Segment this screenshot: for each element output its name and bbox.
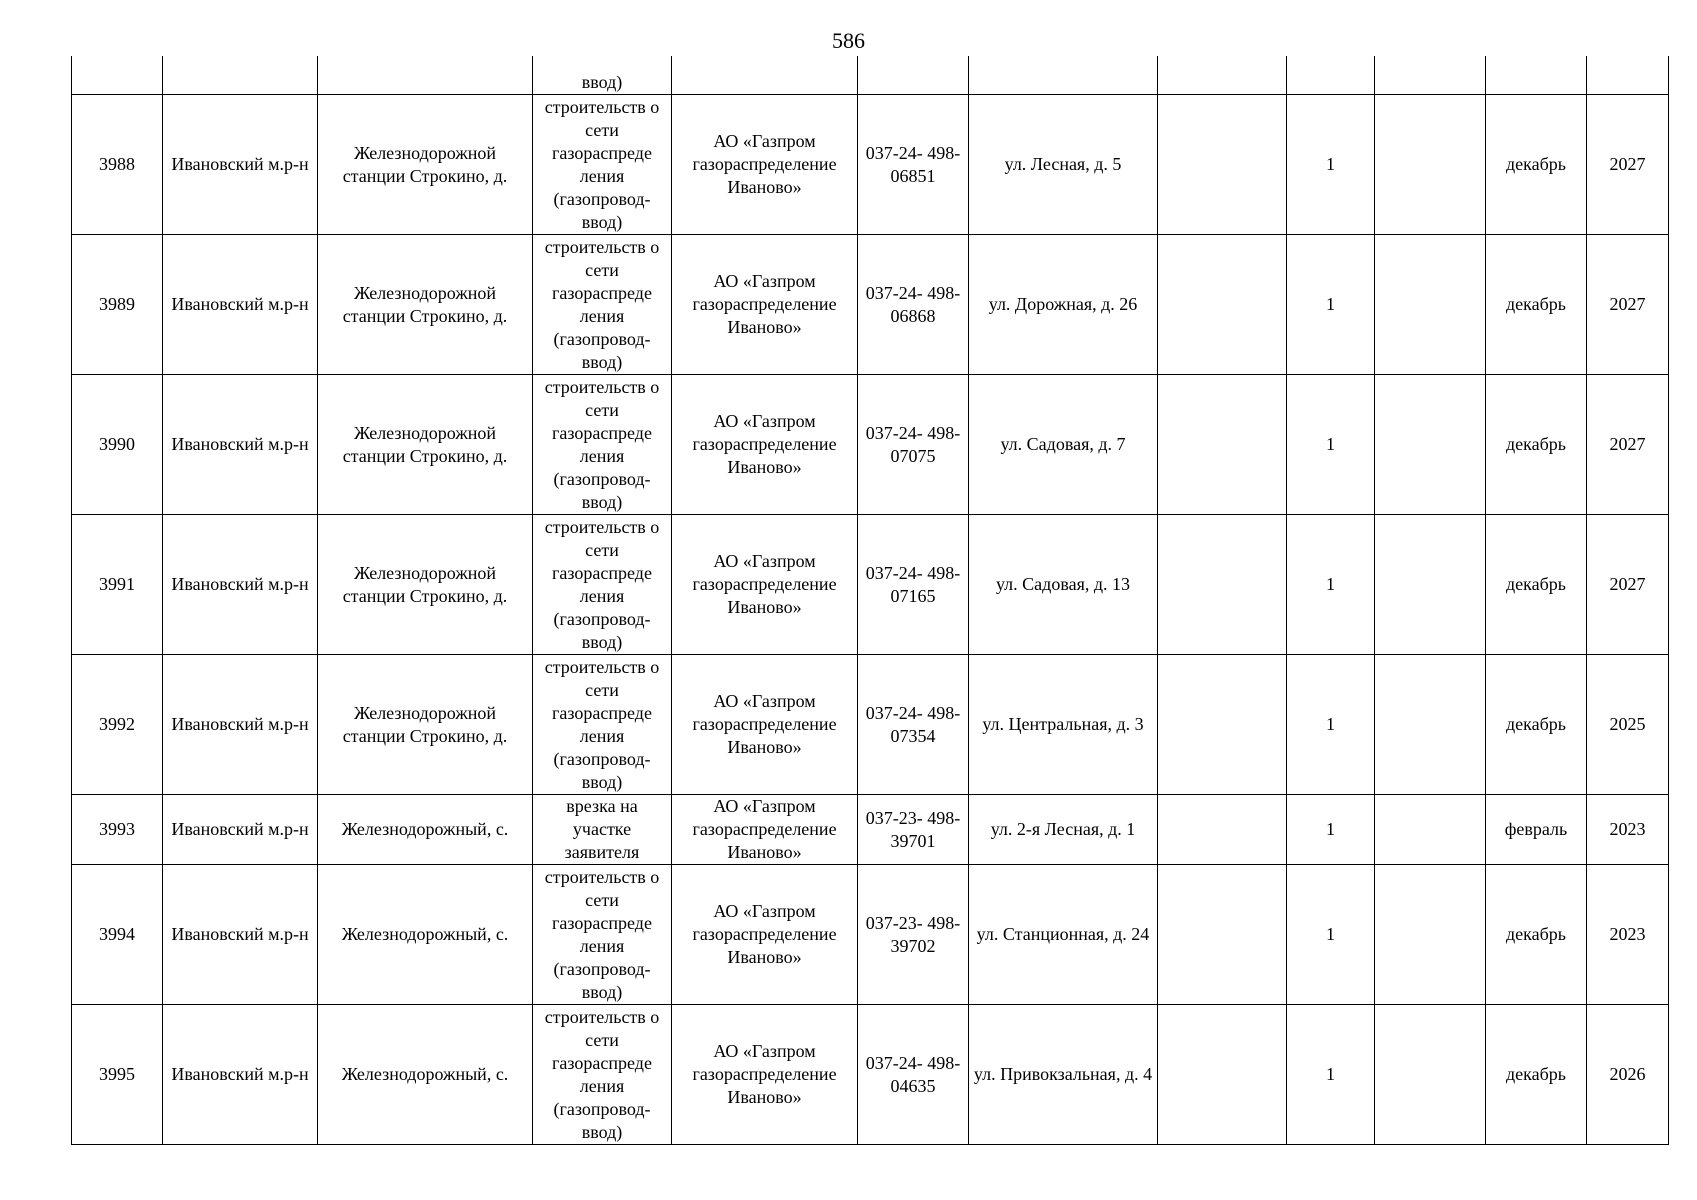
cell-address: ул. Центральная, д. 3 bbox=[969, 655, 1158, 795]
cell-year bbox=[1587, 56, 1669, 95]
cell-empty bbox=[1375, 1005, 1486, 1145]
cell-empty bbox=[1158, 375, 1287, 515]
cell-locality: Железнодорожный, с. bbox=[318, 795, 533, 865]
cell-empty bbox=[1375, 56, 1486, 95]
cell-work-type: строительств о сети газораспреде ления (газопровод- ввод) bbox=[533, 235, 672, 375]
cell-empty bbox=[1375, 375, 1486, 515]
cell-empty bbox=[1158, 1005, 1287, 1145]
cell-code: 037-24- 498-07075 bbox=[858, 375, 969, 515]
cell-work-type: ввод) bbox=[533, 56, 672, 95]
cell-empty bbox=[1158, 235, 1287, 375]
cell-code: 037-24- 498-06868 bbox=[858, 235, 969, 375]
gasification-table bbox=[71, 56, 1669, 1145]
cell-code: 037-23- 498-39702 bbox=[858, 865, 969, 1005]
cell-district bbox=[163, 56, 318, 95]
cell-district: Ивановский м.р-н bbox=[163, 95, 318, 235]
cell-district: Ивановский м.р-н bbox=[163, 865, 318, 1005]
cell-qty: 1 bbox=[1287, 375, 1375, 515]
cell-org: АО «Газпром газораспределение Иваново» bbox=[672, 865, 858, 1005]
cell-month: декабрь bbox=[1486, 865, 1587, 1005]
cell-address: ул. Привокзальная, д. 4 bbox=[969, 1005, 1158, 1145]
cell-work-type: строительств о сети газораспреде ления (газопровод- ввод) bbox=[533, 375, 672, 515]
cell-qty: 1 bbox=[1287, 95, 1375, 235]
table-row bbox=[72, 235, 1669, 375]
cell-district: Ивановский м.р-н bbox=[163, 655, 318, 795]
table-row bbox=[72, 375, 1669, 515]
cell-year: 2027 bbox=[1587, 95, 1669, 235]
cell-qty: 1 bbox=[1287, 655, 1375, 795]
cell-num bbox=[72, 56, 163, 95]
cell-org: АО «Газпром газораспределение Иваново» bbox=[672, 235, 858, 375]
cell-work-type: строительств о сети газораспреде ления (газопровод- ввод) bbox=[533, 515, 672, 655]
cell-year: 2023 bbox=[1587, 795, 1669, 865]
cell-empty bbox=[1375, 655, 1486, 795]
cell-month: декабрь bbox=[1486, 375, 1587, 515]
cell-empty bbox=[1375, 235, 1486, 375]
cell-year: 2026 bbox=[1587, 1005, 1669, 1145]
cell-code bbox=[858, 56, 969, 95]
cell-year: 2025 bbox=[1587, 655, 1669, 795]
cell-qty: 1 bbox=[1287, 235, 1375, 375]
cell-year: 2023 bbox=[1587, 865, 1669, 1005]
cell-org: АО «Газпром газораспределение Иваново» bbox=[672, 515, 858, 655]
cell-qty: 1 bbox=[1287, 795, 1375, 865]
cell-work-type: строительств о сети газораспреде ления (газопровод- ввод) bbox=[533, 865, 672, 1005]
cell-locality: Железнодорожной станции Строкино, д. bbox=[318, 655, 533, 795]
cell-district: Ивановский м.р-н bbox=[163, 235, 318, 375]
cell-month: февраль bbox=[1486, 795, 1587, 865]
cell-org bbox=[672, 56, 858, 95]
page-number: 586 bbox=[832, 28, 865, 53]
cell-code: 037-24- 498-04635 bbox=[858, 1005, 969, 1145]
cell-code: 037-24- 498-07354 bbox=[858, 655, 969, 795]
cell-code: 037-24- 498-07165 bbox=[858, 515, 969, 655]
table-row bbox=[72, 795, 1669, 865]
cell-num: 3993 bbox=[72, 795, 163, 865]
cell-empty bbox=[1375, 95, 1486, 235]
cell-address: ул. 2-я Лесная, д. 1 bbox=[969, 795, 1158, 865]
cell-work-type: врезка на участке заявителя bbox=[533, 795, 672, 865]
cell-empty bbox=[1375, 515, 1486, 655]
cell-locality: Железнодорожный, с. bbox=[318, 865, 533, 1005]
cell-empty bbox=[1158, 865, 1287, 1005]
cell-num: 3988 bbox=[72, 95, 163, 235]
cell-qty: 1 bbox=[1287, 1005, 1375, 1145]
cell-month: декабрь bbox=[1486, 235, 1587, 375]
cell-empty bbox=[1158, 56, 1287, 95]
cell-address: ул. Лесная, д. 5 bbox=[969, 95, 1158, 235]
cell-org: АО «Газпром газораспределение Иваново» bbox=[672, 375, 858, 515]
cell-qty: 1 bbox=[1287, 515, 1375, 655]
cell-work-type: строительств о сети газораспреде ления (газопровод- ввод) bbox=[533, 655, 672, 795]
cell-num: 3991 bbox=[72, 515, 163, 655]
cell-locality: Железнодорожной станции Строкино, д. bbox=[318, 235, 533, 375]
cell-locality: Железнодорожной станции Строкино, д. bbox=[318, 95, 533, 235]
cell-locality: Железнодорожной станции Строкино, д. bbox=[318, 375, 533, 515]
table-row bbox=[72, 1005, 1669, 1145]
table-row bbox=[72, 655, 1669, 795]
cell-work-type: строительств о сети газораспреде ления (газопровод- ввод) bbox=[533, 1005, 672, 1145]
cell-year: 2027 bbox=[1587, 515, 1669, 655]
table-row bbox=[72, 865, 1669, 1005]
table-row bbox=[72, 515, 1669, 655]
cell-locality bbox=[318, 56, 533, 95]
cell-month: декабрь bbox=[1486, 1005, 1587, 1145]
cell-empty bbox=[1375, 795, 1486, 865]
cell-month: декабрь bbox=[1486, 515, 1587, 655]
cell-address: ул. Станционная, д. 24 bbox=[969, 865, 1158, 1005]
cell-empty bbox=[1158, 795, 1287, 865]
cell-work-type: строительств о сети газораспреде ления (газопровод- ввод) bbox=[533, 95, 672, 235]
cell-qty bbox=[1287, 56, 1375, 95]
cell-empty bbox=[1375, 865, 1486, 1005]
cell-empty bbox=[1158, 515, 1287, 655]
cell-address bbox=[969, 56, 1158, 95]
cell-district: Ивановский м.р-н bbox=[163, 795, 318, 865]
cell-code: 037-23- 498-39701 bbox=[858, 795, 969, 865]
cell-num: 3989 bbox=[72, 235, 163, 375]
cell-code: 037-24- 498-06851 bbox=[858, 95, 969, 235]
cell-month: декабрь bbox=[1486, 655, 1587, 795]
cell-num: 3995 bbox=[72, 1005, 163, 1145]
cell-district: Ивановский м.р-н bbox=[163, 375, 318, 515]
cell-address: ул. Дорожная, д. 26 bbox=[969, 235, 1158, 375]
cell-address: ул. Садовая, д. 13 bbox=[969, 515, 1158, 655]
cell-org: АО «Газпром газораспределение Иваново» bbox=[672, 1005, 858, 1145]
cell-district: Ивановский м.р-н bbox=[163, 1005, 318, 1145]
cell-empty bbox=[1158, 655, 1287, 795]
cell-num: 3992 bbox=[72, 655, 163, 795]
cell-org: АО «Газпром газораспределение Иваново» bbox=[672, 95, 858, 235]
cell-org: АО «Газпром газораспределение Иваново» bbox=[672, 655, 858, 795]
cell-year: 2027 bbox=[1587, 235, 1669, 375]
cell-month: декабрь bbox=[1486, 95, 1587, 235]
cell-qty: 1 bbox=[1287, 865, 1375, 1005]
cell-year: 2027 bbox=[1587, 375, 1669, 515]
cell-empty bbox=[1158, 95, 1287, 235]
cell-district: Ивановский м.р-н bbox=[163, 515, 318, 655]
cell-locality: Железнодорожный, с. bbox=[318, 1005, 533, 1145]
cell-num: 3994 bbox=[72, 865, 163, 1005]
cell-num: 3990 bbox=[72, 375, 163, 515]
carry-over-row bbox=[72, 56, 1669, 95]
table-row bbox=[72, 95, 1669, 235]
cell-locality: Железнодорожной станции Строкино, д. bbox=[318, 515, 533, 655]
cell-org: АО «Газпром газораспределение Иваново» bbox=[672, 795, 858, 865]
cell-month bbox=[1486, 56, 1587, 95]
cell-address: ул. Садовая, д. 7 bbox=[969, 375, 1158, 515]
